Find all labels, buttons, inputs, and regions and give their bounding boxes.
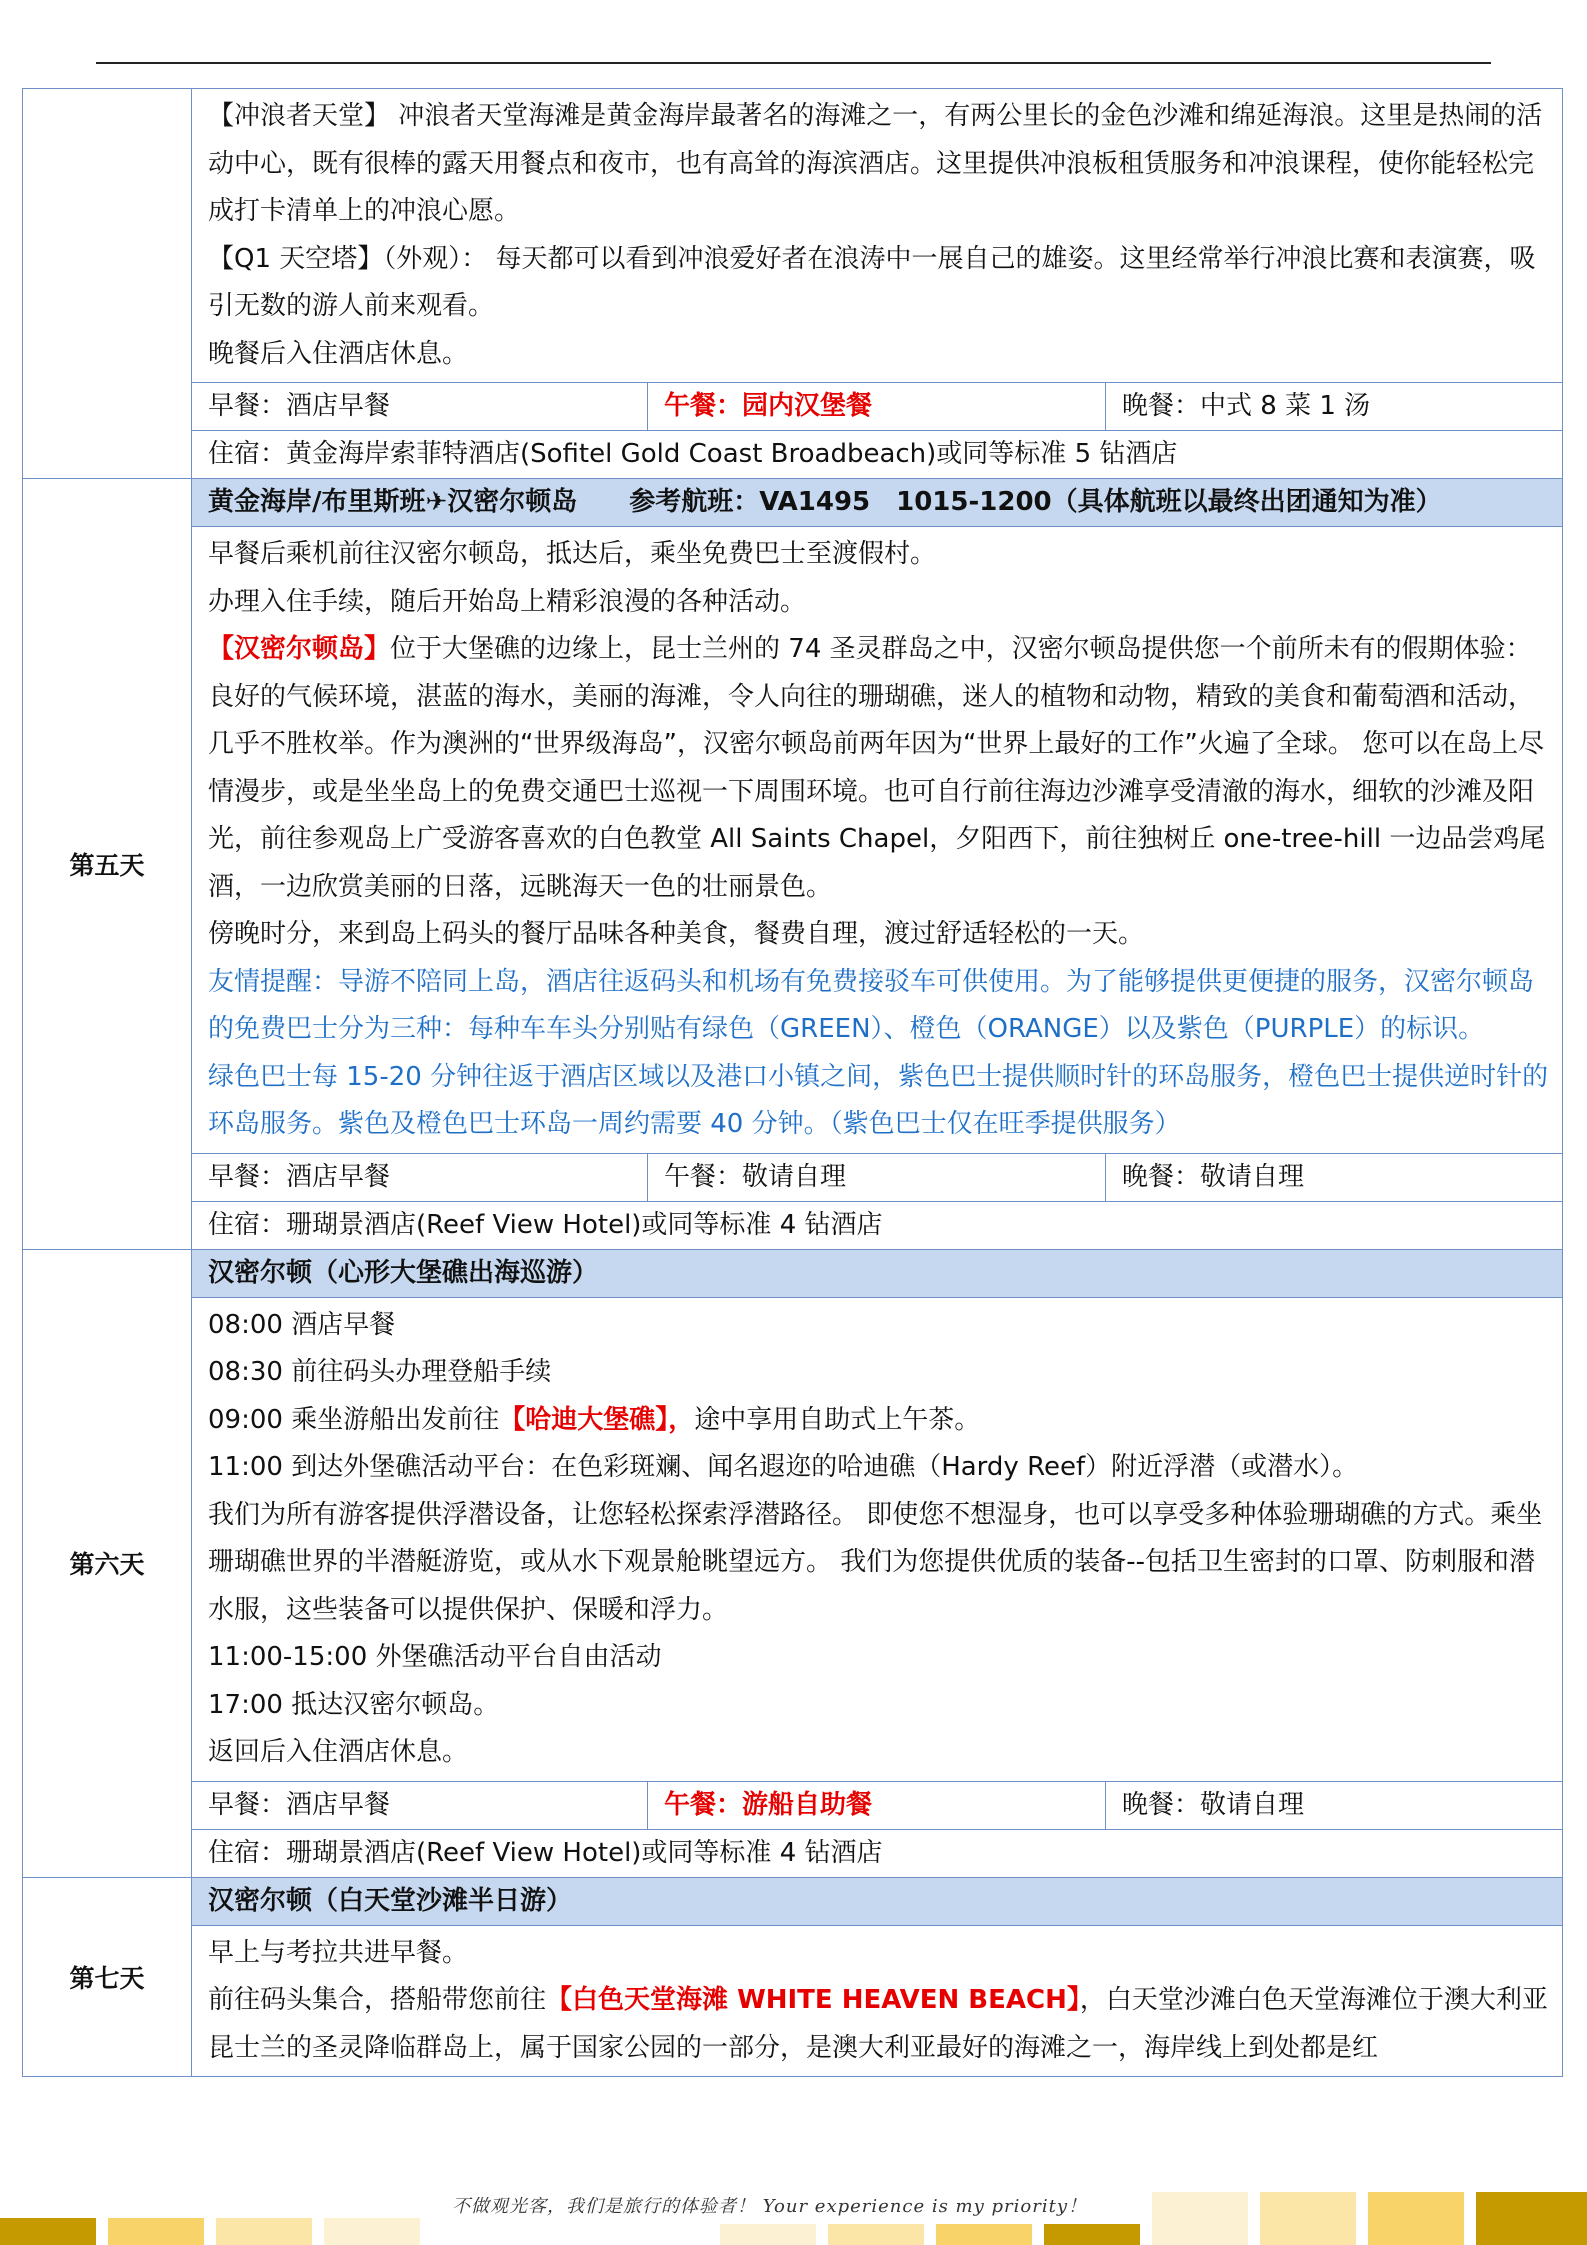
day5-p1: 早餐后乘机前往汉密尔顿岛，抵达后，乘坐免费巴士至渡假村。	[208, 539, 937, 569]
day6-header-row	[23, 1249, 1563, 1297]
footer-block	[936, 2224, 1032, 2245]
day5-breakfast: 早餐：酒店早餐	[192, 1154, 648, 1201]
day6-meals-row	[23, 1781, 1563, 1829]
friendly-reminder: 友情提醒：导游不陪同上岛，酒店往返码头和机场有免费接驳车可供使用。为了能够提供更便捷的服务，汉密尔顿岛的免费巴士分为三种：每种车车头分别贴有绿色（GREEN）、橙色（ORANGE）以及紫色（PURPLE）的标识。	[208, 966, 1535, 1044]
day4-meals-row	[23, 383, 1563, 431]
bus-info: 绿色巴士每 15-20 分钟往返于酒店区域以及港口小镇之间，紫色巴士提供顺时针的环岛服务，橙色巴士提供逆时针的环岛服务。紫色及橙色巴士环岛一周约需要 40 分钟。（紫色巴士仅在旺季提供服务）	[208, 1061, 1549, 1139]
day7-header: 汉密尔顿（白天堂沙滩半日游）	[192, 1878, 1562, 1925]
day4-dinner: 晚餐：中式 8 菜 1 汤	[1122, 391, 1371, 421]
day5-meals-row	[23, 1153, 1563, 1201]
day5-lodging-row	[23, 1201, 1563, 1249]
footer-block	[1476, 2192, 1587, 2245]
footer-block	[828, 2224, 924, 2245]
day4-breakfast: 早餐：酒店早餐	[192, 383, 648, 430]
day5-p4: 傍晚时分，来到岛上码头的餐厅品味各种美食，餐费自理，渡过舒适轻松的一天。	[208, 919, 1145, 949]
footer-block	[324, 2218, 420, 2245]
day6-l2: 08:30 前往码头办理登船手续	[208, 1357, 552, 1387]
day6-l5: 我们为所有游客提供浮潜设备，让您轻松探索浮潜路径。 即使您不想湿身，也可以享受多种体验珊瑚礁的方式。乘坐珊瑚礁世界的半潜艇游览，或从水下观景舱眺望远方。 我们为您提供优质的装备--包括卫生密封的口罩、防刺服和潜水服，这些装备可以提供保护、保暖和浮力。	[208, 1499, 1543, 1625]
day6-l1: 08:00 酒店早餐	[208, 1309, 396, 1340]
day5-header: 黄金海岸/布里斯班✈汉密尔顿岛 参考航班：VA1495 1015-1200（具体航班以最终出团通知为准）	[192, 479, 1562, 526]
footer-block	[720, 2224, 816, 2245]
footer-block	[1152, 2192, 1248, 2245]
footer-block	[1368, 2192, 1464, 2245]
footer-block	[0, 2218, 96, 2245]
day6-l4: 11:00 到达外堡礁活动平台：在色彩斑斓、闻名遐迩的哈迪礁（Hardy Reef）附近浮潜（或潜水）。	[208, 1452, 1359, 1482]
hamilton-island-paragraph: 【汉密尔顿岛】位于大堡礁的边缘上，昆士兰州的 74 圣灵群岛之中，汉密尔顿岛提供您一个前所未有的假期体验：良好的气候环境，湛蓝的海水，美丽的海滩，令人向往的珊瑚礁，迷人的植物和动物，精致的美食和葡萄酒和活动，几乎不胜枚举。作为澳洲的“世界级海岛”，汉密尔顿岛前两年因为“世界上最好的工作”火遍了全球。 您可以在岛上尽情漫步，或是坐坐岛上的免费交通巴士巡视一下周围环境。也可自行前往海边沙滩享受清澈的海水，细软的沙滩及阳光，前往参观岛上广受游客喜欢的白色教堂 All Saints Chapel，夕阳西下，前往独树丘 one-tree-hill 一边品尝鸡尾酒，一边欣赏美丽的日落，远眺海天一色的壮丽景色。	[208, 634, 1546, 902]
day4-lunch: 午餐：园内汉堡餐	[648, 383, 1106, 430]
footer-block	[216, 2218, 312, 2245]
day7-content-row	[23, 1925, 1563, 2077]
day6-lodging: 住宿：珊瑚景酒店(Reef View Hotel)或同等标准 4 钻酒店	[208, 1837, 883, 1868]
day6-lunch: 午餐：游船自助餐	[648, 1782, 1106, 1829]
day5-header-row	[23, 479, 1563, 527]
day6-label: 第六天	[23, 1249, 192, 1877]
day7-l2: 前往码头集合，搭船带您前往【白色天堂海滩 WHITE HEAVEN BEACH】，白天堂沙滩白色天堂海滩位于澳大利亚昆士兰的圣灵降临群岛上，属于国家公园的一部分，是澳大利亚最好的海滩之一，海岸线上到处都是红	[208, 1985, 1548, 2063]
day4-lodging-row	[23, 431, 1563, 479]
footer-block	[108, 2218, 204, 2245]
header-rule	[96, 62, 1491, 64]
day6-l8: 返回后入住酒店休息。	[208, 1737, 469, 1767]
day6-dinner: 晚餐：敬请自理	[1122, 1789, 1305, 1820]
day6-lodging-row	[23, 1829, 1563, 1877]
surfers-paradise-paragraph: 【冲浪者天堂】 冲浪者天堂海滩是黄金海岸最著名的海滩之一，有两公里长的金色沙滩和绵延海浪。这里是热闹的活动中心，既有很棒的露天用餐点和夜市，也有高耸的海滨酒店。这里提供冲浪板租赁服务和冲浪课程，使你能轻松完成打卡清单上的冲浪心愿。	[208, 101, 1543, 226]
day5-dinner: 晚餐：敬请自理	[1122, 1161, 1305, 1192]
day4-label-cell	[23, 89, 192, 479]
itinerary-table	[22, 88, 1563, 2077]
day4-lodging: 住宿：黄金海岸索菲特酒店(Sofitel Gold Coast Broadbeach)或同等标准 5 钻酒店	[208, 439, 1178, 469]
day5-p2: 办理入住手续，随后开始岛上精彩浪漫的各种活动。	[208, 586, 807, 617]
day6-content-row	[23, 1297, 1563, 1781]
day5-lunch: 午餐：敬请自理	[648, 1154, 1106, 1201]
day6-breakfast: 早餐：酒店早餐	[192, 1782, 648, 1829]
footer-block	[1260, 2192, 1356, 2245]
day4-content	[192, 89, 1563, 383]
day4-content-row	[23, 89, 1563, 383]
day5-content-row	[23, 527, 1563, 1154]
day6-l7: 17:00 抵达汉密尔顿岛。	[208, 1689, 500, 1720]
day6-header: 汉密尔顿（心形大堡礁出海巡游）	[192, 1250, 1562, 1297]
day7-label: 第七天	[23, 1877, 192, 2077]
day6-l3: 09:00 乘坐游船出发前往【哈迪大堡礁】，途中享用自助式上午茶。	[208, 1404, 981, 1435]
day7-l1: 早上与考拉共进早餐。	[208, 1937, 469, 1968]
day5-lodging: 住宿：珊瑚景酒店(Reef View Hotel)或同等标准 4 钻酒店	[208, 1209, 883, 1240]
q1-tower-paragraph: 【Q1 天空塔】（外观）： 每天都可以看到冲浪爱好者在浪涛中一展自己的雄姿。这里经常举行冲浪比赛和表演赛，吸引无数的游人前来观看。	[208, 243, 1536, 321]
footer-block	[1044, 2224, 1140, 2245]
evening-note: 晚餐后入住酒店休息。	[208, 338, 469, 369]
day5-label: 第五天	[23, 479, 192, 1250]
day6-l6: 11:00-15:00 外堡礁活动平台自由活动	[208, 1642, 662, 1672]
day7-header-row	[23, 1877, 1563, 1925]
footer-slogan: 不做观光客，我们是旅行的体验者！ Your experience is my priority！	[452, 2196, 1087, 2217]
